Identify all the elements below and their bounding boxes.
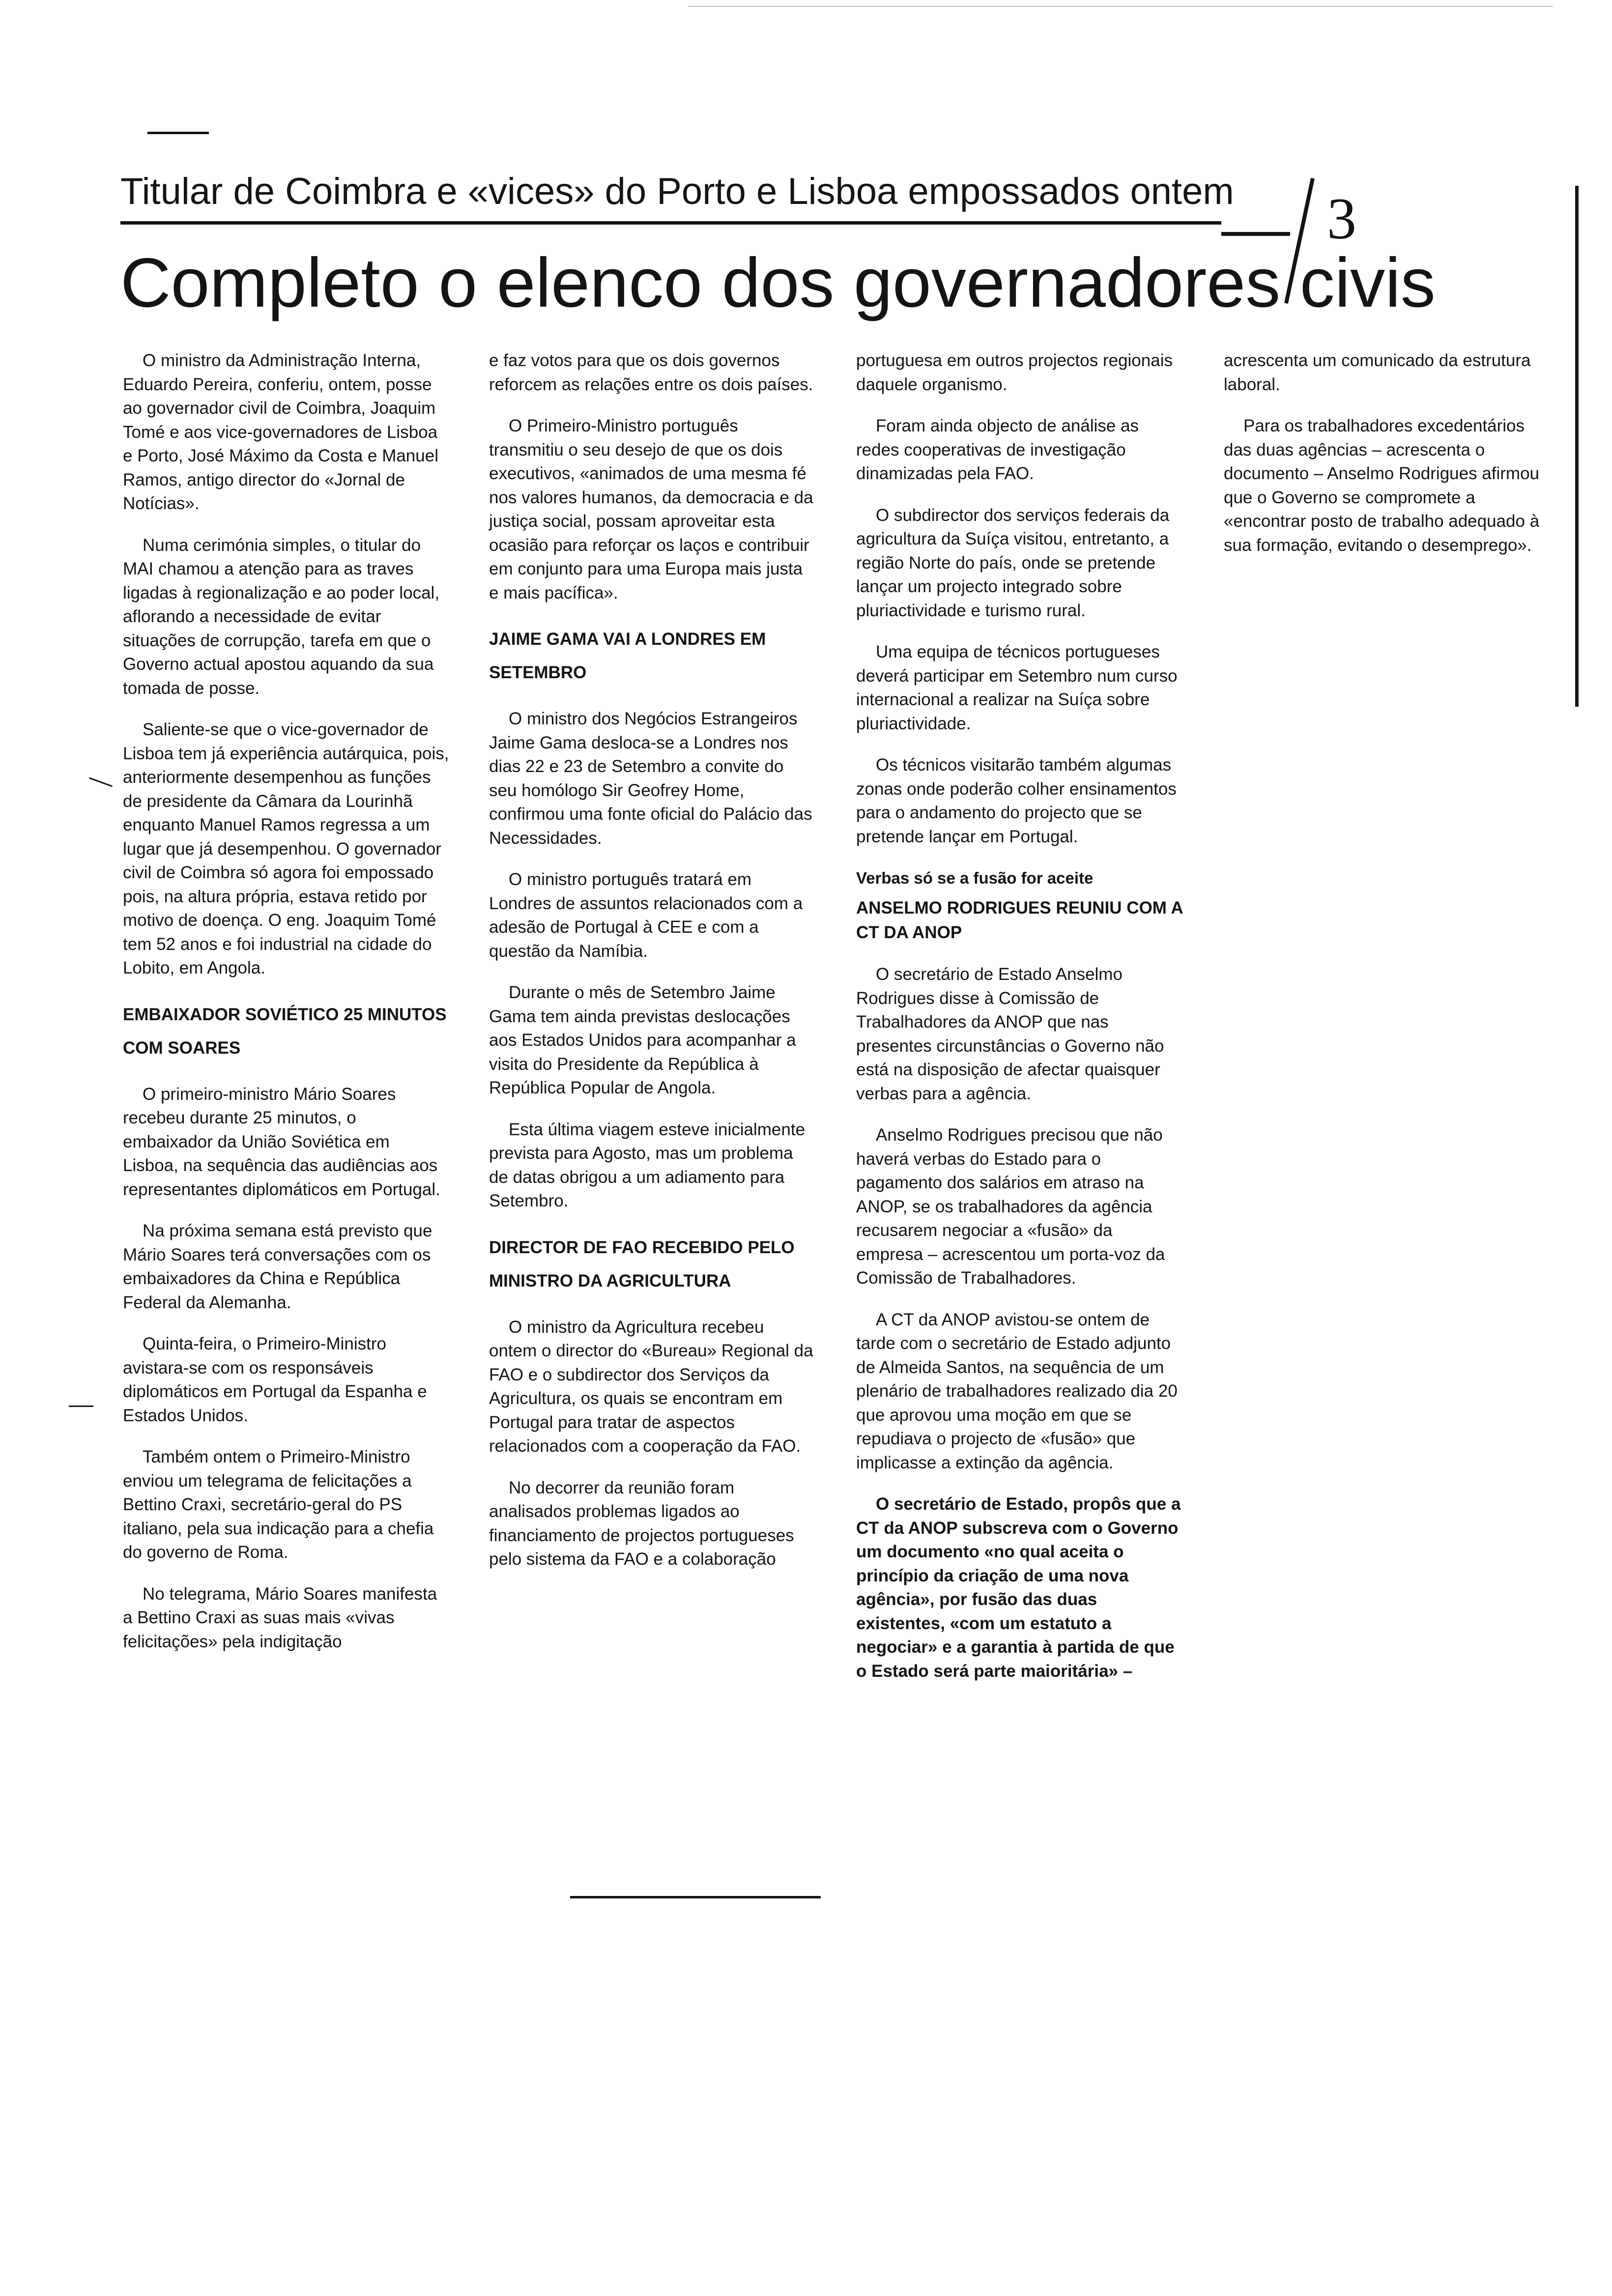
paragraph: Anselmo Rodrigues precisou que não haverá verbas do Estado para o pagamento dos salários em atraso na ANOP, se os trabalhadores da agência recusarem negociar a «fusão» da empresa – acrescentou um porta-voz da Comissão de Trabalhadores.: [856, 1125, 1165, 1288]
paragraph: O Primeiro-Ministro português transmitiu o seu desejo de que os dois executivos, «animados de uma mesma fé nos valores humanos, da democracia e da justiça social, possam aproveitar esta ocasião para reforçar os laços e contribuir em conjunto para uma Europa mais justa e mais pacífica».: [489, 416, 813, 603]
paragraph: O ministro da Administração Interna, Eduardo Pereira, conferiu, ontem, posse ao governador civil de Coimbra, Joaquim Tomé e aos vice-governadores de Lisboa e Porto, José Máximo da Costa e Manuel Ramos, antigo director do «Jornal de Notícias».: [123, 351, 438, 513]
section-kicker: Verbas só se a fusão for aceite: [856, 869, 1094, 887]
paragraph: No telegrama, Mário Soares manifesta a Bettino Craxi as suas mais «vivas felicitações» pela indigitação: [123, 1584, 437, 1651]
subheading: ANSELMO RODRIGUES REUNIU COM A CT DA ANOP: [856, 898, 1183, 942]
paragraph: acrescenta um comunicado da estrutura laboral.: [1224, 351, 1531, 394]
paragraph: O secretário de Estado Anselmo Rodrigues disse à Comissão de Trabalhadores da ANOP que nas presentes circunstâncias o Governo não está na disposição de afectar quaisquer verbas para a agência.: [856, 965, 1164, 1103]
clipping-mark: [147, 132, 209, 134]
paragraph: Os técnicos visitarão também algumas zonas onde poderão colher ensinamentos para o andamento do projecto que se pretende lançar em Portugal.: [856, 755, 1177, 846]
paragraph: O subdirector dos serviços federais da agricultura da Suíça visitou, entretanto, a região Norte do país, onde se pretende lançar um projecto integrado sobre pluriactividade e turismo rural.: [856, 505, 1170, 620]
paragraph: Também ontem o Primeiro-Ministro enviou um telegrama de felicitações a Bettino Craxi, secretário-geral do PS italiano, pela sua indicação para a chefia do governo de Roma.: [123, 1447, 434, 1562]
article-column-3: [856, 349, 1183, 1701]
paragraph: O secretário de Estado, propôs que a CT da ANOP subscreva com o Governo um documento «no qual aceita o princípio da criação de uma nova agência», por fusão das duas existentes, «com um estatuto a negociar» e a garantia à partida de que o Estado será parte maioritária» –: [856, 1494, 1181, 1681]
paragraph: O primeiro-ministro Mário Soares recebeu durante 25 minutos, o embaixador da União Soviética em Lisboa, na sequência das audiências aos representantes diplomáticos em Portugal.: [123, 1084, 440, 1199]
paragraph: e faz votos para que os dois governos reforcem as relações entre os dois países.: [489, 351, 813, 394]
subheading: EMBAIXADOR SOVIÉTICO 25 MINUTOS COM SOARES: [123, 1004, 447, 1058]
kicker-rule: [120, 221, 1221, 225]
headline: Completo o elenco dos governadores civis: [120, 244, 1436, 322]
paragraph: No decorrer da reunião foram analisados problemas ligados ao financiamento de projectos portugueses pelo sistema da FAO e a colaboração: [489, 1478, 794, 1569]
page-number: 3: [1327, 186, 1356, 251]
scan-edge-line: [688, 6, 1553, 7]
margin-tick: [89, 777, 113, 787]
paragraph: Foram ainda objecto de análise as redes cooperativas de investigação dinamizadas pela FAO.: [856, 416, 1139, 483]
paragraph: O ministro da Agricultura recebeu ontem o director do «Bureau» Regional da FAO e o subdirector dos Serviços da Agricultura, os quais se encontram em Portugal para tratar de aspectos relacionados com a cooperação da FAO.: [489, 1317, 813, 1456]
paragraph: Saliente-se que o vice-governador de Lisboa tem já experiência autárquica, pois, anteriormente desempenhou as funções de presidente da Câmara da Lourinhã enquanto Manuel Ramos regressa a um lugar que já desempenhou. O governador civil de Coimbra só agora foi empossado pois, na altura própria, estava retido por motivo de doença. O eng. Joaquim Tomé tem 52 anos e foi industrial na cidade do Lobito, em Angola.: [123, 720, 449, 977]
paragraph: Na próxima semana está previsto que Mário Soares terá conversações com os embaixadores da China e República Federal da Alemanha.: [123, 1221, 432, 1312]
paragraph: Quinta-feira, o Primeiro-Ministro avistara-se com os responsáveis diplomáticos em Portugal da Espanha e Estados Unidos.: [123, 1334, 427, 1425]
subheading: DIRECTOR DE FAO RECEBIDO PELO MINISTRO DA AGRICULTURA: [489, 1237, 795, 1291]
margin-tick: [69, 1406, 93, 1407]
paragraph: O ministro dos Negócios Estrangeiros Jaime Gama desloca-se a Londres nos dias 22 e 23 de Setembro a convite do seu homólogo Sir Geofrey Home, confirmou uma fonte oficial do Palácio das Necessidades.: [489, 709, 812, 848]
kicker-line: Titular de Coimbra e «vices» do Porto e Lisboa empossados ontem: [120, 171, 1234, 212]
margin-bracket: [1575, 186, 1579, 707]
paragraph: Uma equipa de técnicos portugueses deverá participar em Setembro num curso internacional a realizar na Suíça sobre pluriactividade.: [856, 642, 1178, 733]
article-column-1: [123, 349, 450, 1671]
paragraph: Numa cerimónia simples, o titular do MAI chamou a atenção para as traves ligadas à regionalização e ao poder local, aflorando a necessidade de evitar situações de corrupção, tarefa em que o Governo actual apostou aquando da sua tomada de posse.: [123, 535, 440, 698]
article-end-rule: [570, 1896, 821, 1898]
paragraph: Durante o mês de Setembro Jaime Gama tem ainda previstas deslocações aos Estados Unidos para acompanhar a visita do Presidente da República à República Popular de Angola.: [489, 983, 796, 1097]
handwritten-dash: [1221, 232, 1290, 236]
paragraph: Para os trabalhadores excedentários das duas agências – acrescenta o documento – Anselmo Rodrigues afirmou que o Governo se compromete a «encontrar posto de trabalho adequado à sua formação, evitando o desemprego».: [1224, 416, 1540, 555]
subheading: JAIME GAMA VAI A LONDRES EM SETEMBRO: [489, 630, 766, 682]
paragraph: O ministro português tratará em Londres de assuntos relacionados com a adesão de Portugal à CEE e com a questão da Namíbia.: [489, 870, 803, 961]
paragraph: portuguesa em outros projectos regionais daquele organismo.: [856, 351, 1173, 394]
paragraph: Esta última viagem esteve inicialmente prevista para Agosto, mas um problema de datas obrigou a um adiamento para Setembro.: [489, 1119, 806, 1210]
article-column-4: [1224, 349, 1543, 575]
article-column-2: [489, 349, 816, 1589]
paragraph: A CT da ANOP avistou-se ontem de tarde com o secretário de Estado adjunto de Almeida Santos, na sequência de um plenário de trabalhadores realizado dia 20 que aprovou uma moção em que se repudiava o projecto de «fusão» que implicasse a extinção da agência.: [856, 1310, 1178, 1472]
